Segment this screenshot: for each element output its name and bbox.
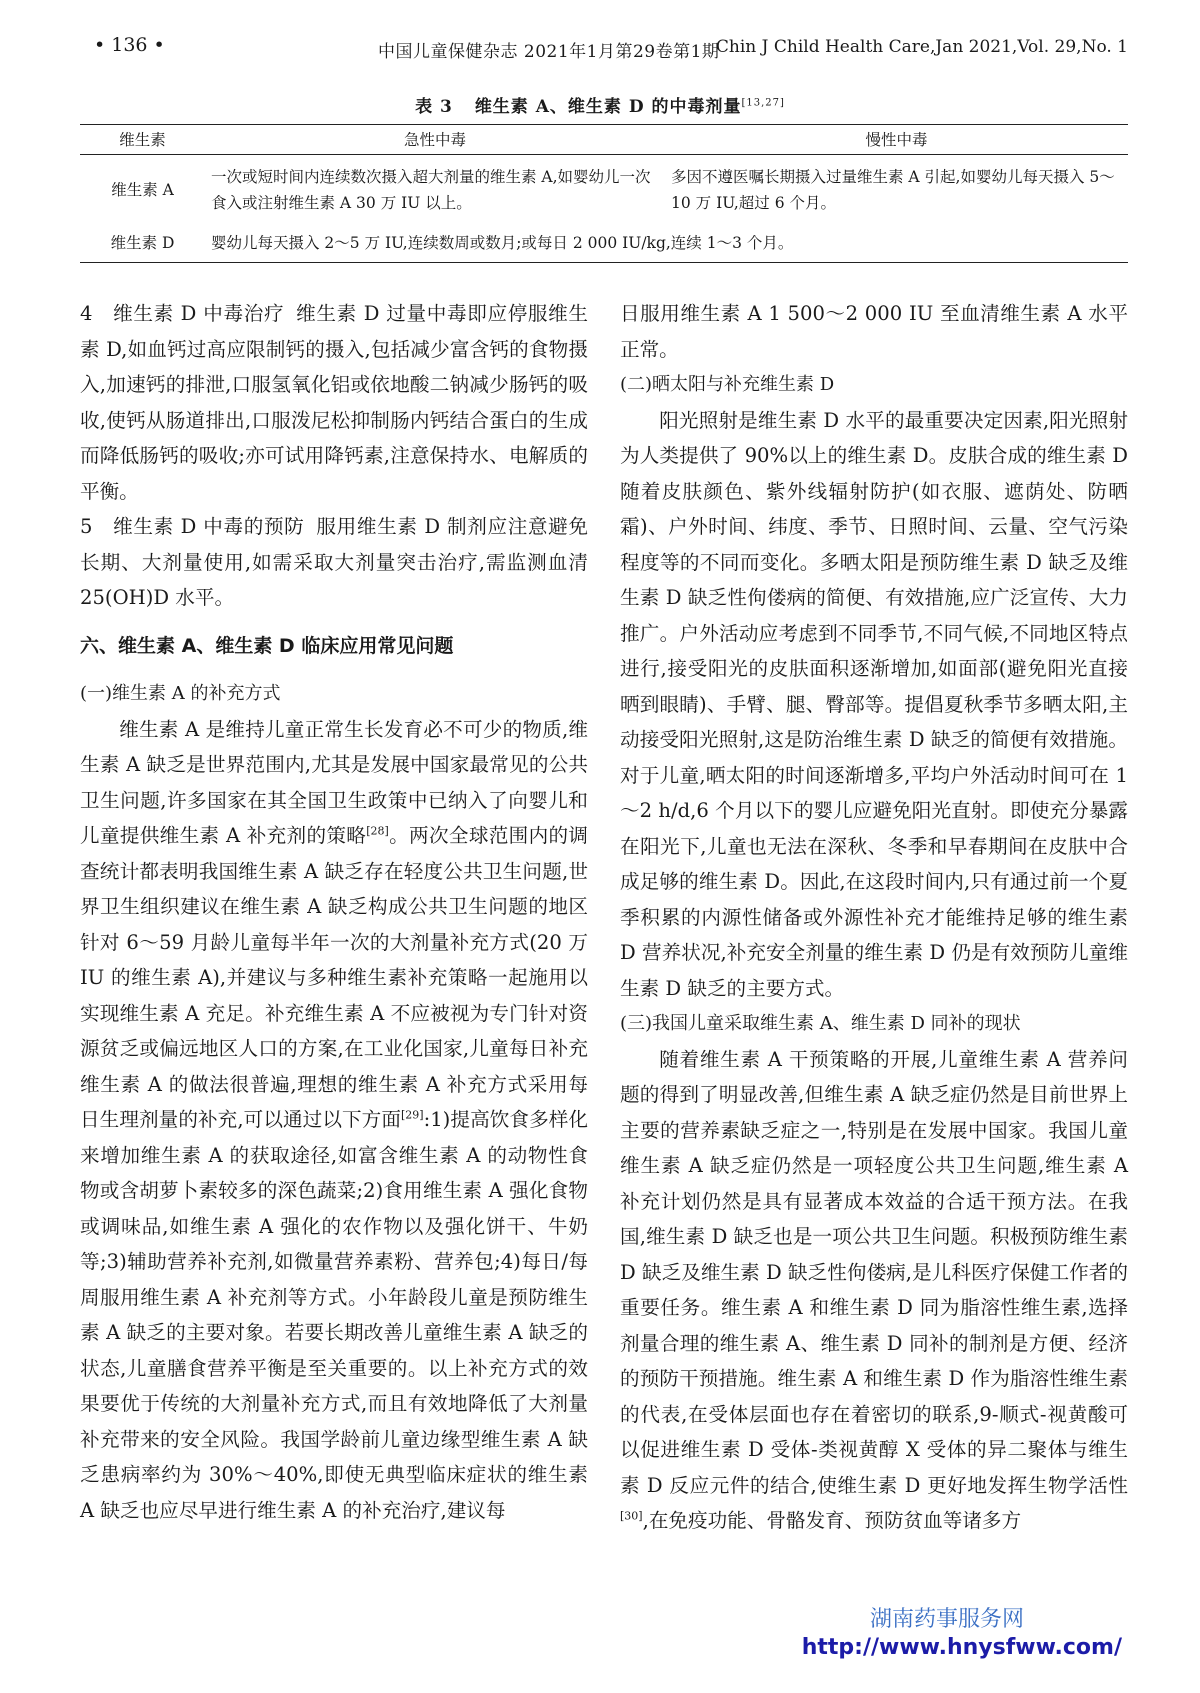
- header-chronic: 慢性中毒: [665, 125, 1128, 155]
- paragraph-text: 随着维生素 A 干预策略的开展,儿童维生素 A 营养问题的得到了明显改善,但维生素 A 缺乏症仍然是目前世界上主要的营养素缺乏症之一,特别是在发展中国家。我国儿童维生素 A 缺乏症仍然是一项轻度公共卫生问题,维生素 A 补充计划仍然是具有显著成本效益的合适干预方法。在我国,维生素 D 缺乏也是一项公共卫生问题。积极预防维生素 D 缺乏及维生素 D 缺乏性佝偻病,是儿科医疗保健工作者的重要任务。维生素 A 和维生素 D 同为脂溶性维生素,选择剂量合理的维生素 A、维生素 D 同补的制剂是方便、经济的预防干预措施。维生素 A 和维生素 D 作为脂溶性维生素的代表,在受体层面也存在着密切的联系,9-顺式-视黄酸可以促进维生素 D 受体-类视黄醇 X 受体的异二聚体与维生素 D 反应元件的结合,使维生素 D 更好地发挥生物学活性: [620, 1047, 1128, 1497]
- running-header: [80, 34, 1128, 74]
- citation: [28]: [366, 824, 389, 838]
- paragraph-sunlight: 阳光照射是维生素 D 水平的最重要决定因素,阳光照射为人类提供了 90%以上的维生素 D。皮肤合成的维生素 D 随着皮肤颜色、紫外线辐射防护(如衣服、遮荫处、防晒霜)、户外时间、纬度、季节、日照时间、云量、空气污染程度等的不同而变化。多晒太阳是预防维生素 D 缺乏及维生素 D 缺乏性佝偻病的简便、有效措施,应广泛宣传、大力推广。户外活动应考虑到不同季节,不同气候,不同地区特点进行,接受阳光的皮肤面积逐渐增加,如面部(避免阳光直接晒到眼睛)、手臂、腿、臀部等。提倡夏秋季节多晒太阳,主动接受阳光照射,这是防治维生素 D 缺乏的简便有效措施。对于儿童,晒太阳的时间逐渐增多,平均户外活动时间可在 1～2 h/d,6 个月以下的婴儿应避免阳光直射。即使充分暴露在阳光下,儿童也无法在深秋、冬季和早春期间在皮肤中合成足够的维生素 D。因此,在这段时间内,只有通过前一个夏季积累的内源性储备或外源性补充才能维持足够的维生素 D 营养状况,补充安全剂量的维生素 D 仍是有效预防儿童维生素 D 缺乏的主要方式。: [620, 408, 1128, 1000]
- paragraph-text: 维生素 D 过量中毒即应停服维生素 D,如血钙过高应限制钙的摄入,包括减少富含钙的食物摄入,加速钙的排泄,口服氢氧化铝或依地酸二钠减少肠钙的吸收,使钙从肠道排出,口服泼尼松抑制肠内钙结合蛋白的生成而降低肠钙的吸收;亦可试用降钙素,注意保持水、电解质的平衡。: [80, 302, 588, 503]
- table-row: [80, 225, 1128, 263]
- table-row: [80, 155, 1128, 225]
- row-name-vitamin-d: 维生素 D: [80, 225, 205, 263]
- header-vitamin: 维生素: [80, 125, 205, 155]
- cell-merged-vitamin-d: 婴幼儿每天摄入 2～5 万 IU,连续数周或数月;或每日 2 000 IU/kg,连续 1～3 个月。: [205, 225, 1128, 263]
- cell-acute-vitamin-a: 一次或短时间内连续数次摄入超大剂量的维生素 A,如婴幼儿一次食入或注射维生素 A 30 万 IU 以上。: [211, 167, 651, 212]
- table-header-row: [80, 125, 1128, 155]
- paragraph-text: 维生素 A 是维持儿童正常生长发育必不可少的物质,维生素 A 缺乏是世界范围内,尤其是发展中国家最常见的公共卫生问题,许多国家在其全国卫生政策中已纳入了向婴儿和儿童提供维生素 A 补充剂的策略: [80, 717, 588, 847]
- watermark-site-name: 湖南药事服务网: [869, 1607, 1024, 1632]
- paragraph-heading: 维生素 D 中毒的预防: [112, 515, 305, 538]
- paragraph-text: :1)提高饮食多样化来增加维生素 A 的获取途径,如富含维生素 A 的动物性食物或含胡萝卜素较多的深色蔬菜;2)食用维生素 A 强化食物或调味品,如维生素 A 强化的农作物以及强化饼干、牛奶等;3)辅助营养补充剂,如微量营养素粉、营养包;4)每日/每周服用维生素 A 补充剂等方式。小年龄段儿童是预防维生素 A 缺乏的主要对象。若要长期改善儿童维生素 A 缺乏的状态,儿童膳食营养平衡是至关重要的。以上补充方式的效果要优于传统的大剂量补充方式,而且有效地降低了大剂量补充带来的安全风险。我国学龄前儿童边缘型维生素 A 缺乏患病率约为 30%～40%,即使无典型临床症状的维生素 A 缺乏也应尽早进行维生素 A 的补充治疗,建议每: [80, 1108, 589, 1522]
- item-number: 5: [80, 515, 93, 538]
- journal-title-en: Chin J Child Health Care,Jan 2021,Vol. 29,No. 1: [715, 37, 1128, 57]
- citation: [30]: [620, 1509, 643, 1523]
- watermark: [802, 1602, 1122, 1660]
- paragraph-heading: 维生素 D 中毒治疗: [112, 302, 285, 325]
- header-acute: 急性中毒: [205, 125, 665, 155]
- paragraph-text: 。两次全球范围内的调查统计都表明我国维生素 A 缺乏存在轻度公共卫生问题,世界卫生组织建议在维生素 A 缺乏构成公共卫生问题的地区针对 6～59 月龄儿童每半年一次的大剂量补充方式(20 万 IU 的维生素 A),并建议与多种维生素补充策略一起施用以实现维生素 A 充足。补充维生素 A 不应被视为专门针对资源贫乏或偏远地区人口的方案,在工业化国家,儿童每日补充维生素 A 的做法很普遍,理想的维生素 A 补充方式采用每日生理剂量的补充,可以通过以下方面: [80, 824, 589, 1131]
- paragraph-vitd-prevention: [80, 509, 588, 616]
- paragraph-text: ,在免疫功能、骨骼发育、预防贫血等诸多方: [642, 1509, 1022, 1532]
- left-column: [80, 296, 588, 1528]
- toxic-dose-table: [80, 124, 1128, 263]
- page-number: • 136 •: [94, 34, 165, 56]
- paragraph-vita-supplement: [80, 712, 588, 1529]
- citation: [29]: [401, 1108, 424, 1122]
- subsection-heading: (二)晒太阳与补充维生素 D: [620, 374, 835, 395]
- watermark-url: http://www.hnysfww.com/: [801, 1635, 1122, 1660]
- paragraph-continuation: 日服用维生素 A 1 500～2 000 IU 至血清维生素 A 水平正常。: [620, 302, 1128, 361]
- right-column: [620, 296, 1128, 1539]
- subsection-heading: (一)维生素 A 的补充方式: [80, 683, 281, 704]
- cell-chronic-vitamin-a: 多因不遵医嘱长期摄入过量维生素 A 引起,如婴幼儿每天摄入 5～10 万 IU,超过 6 个月。: [671, 167, 1115, 212]
- table-title: 维生素 A、维生素 D 的中毒剂量: [474, 97, 742, 117]
- table-caption: [0, 92, 1200, 117]
- paragraph-text: 服用维生素 D 制剂应注意避免长期、大剂量使用,如需采取大剂量突击治疗,需监测血清 25(OH)D 水平。: [80, 515, 588, 609]
- item-number: 4: [80, 302, 93, 325]
- subsection-heading: (三)我国儿童采取维生素 A、维生素 D 同补的现状: [620, 1013, 1021, 1034]
- paragraph-ad-cosupplement: [620, 1042, 1128, 1539]
- paragraph-vitd-treatment: [80, 296, 588, 509]
- journal-title-cn: 中国儿童保健杂志 2021年1月第29卷第1期: [378, 42, 720, 62]
- section-heading: 六、维生素 A、维生素 D 临床应用常见问题: [80, 634, 454, 657]
- table-label: 表 3: [415, 97, 453, 117]
- row-name-vitamin-a: 维生素 A: [111, 180, 174, 199]
- table-reference: [13,27]: [741, 97, 785, 109]
